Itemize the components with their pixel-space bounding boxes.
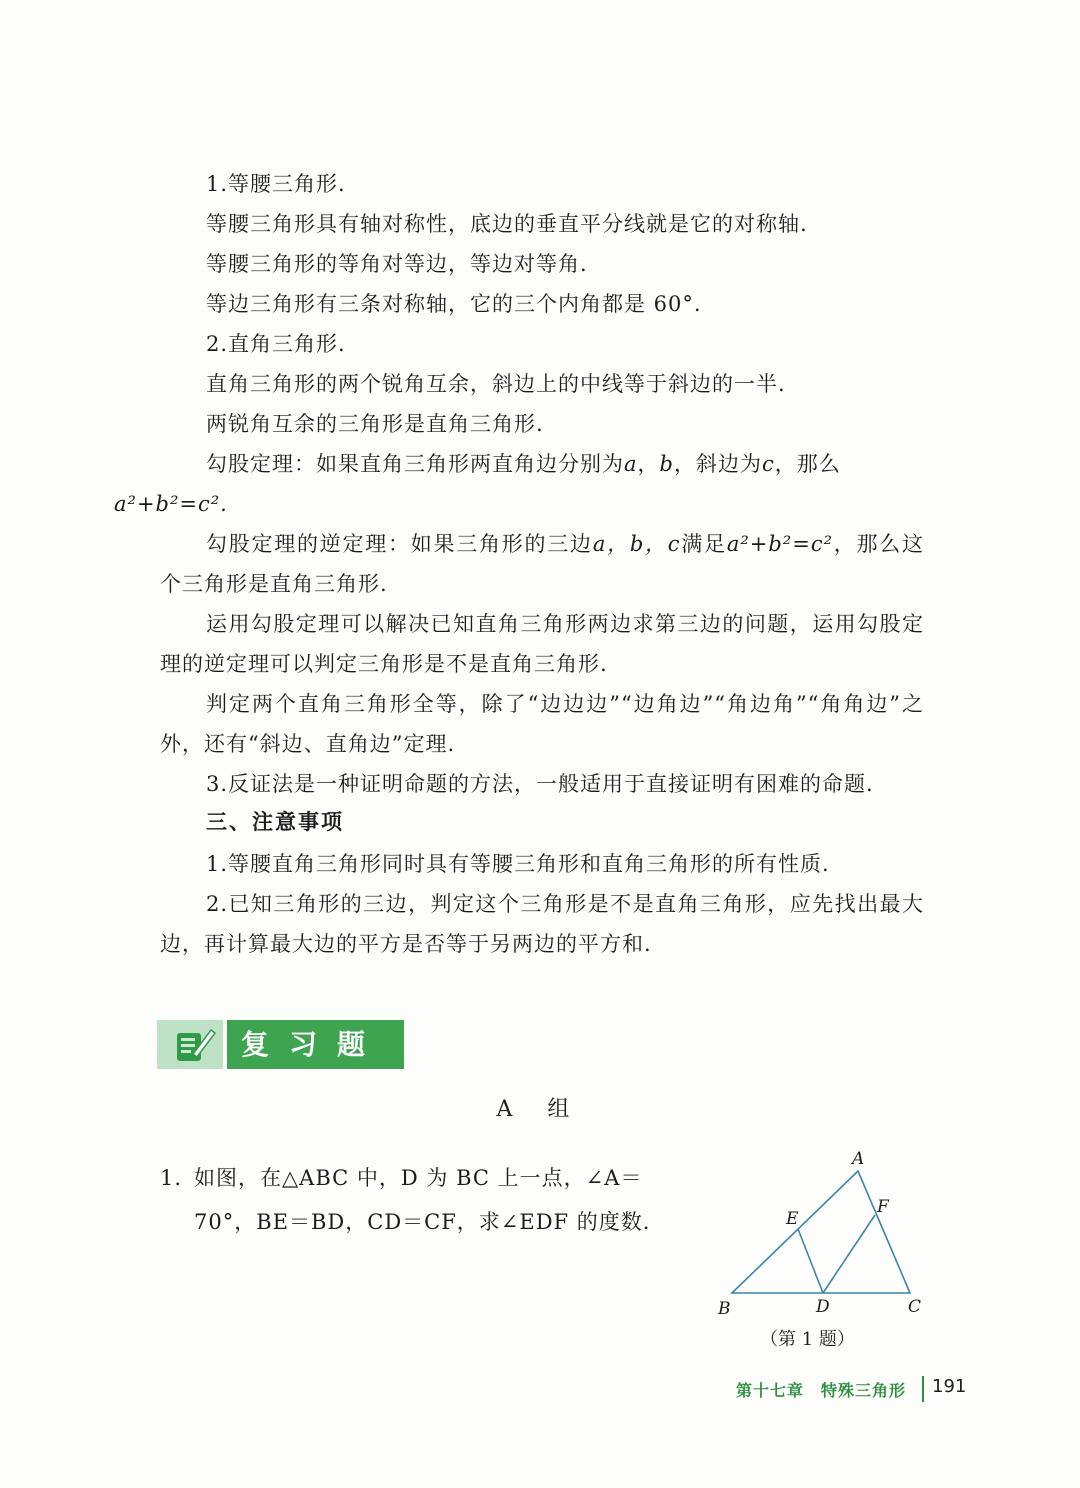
summary-text: 等边三角形有三条对称轴，它的三个内角都是 60°. xyxy=(206,292,702,316)
segment-ed xyxy=(798,1229,823,1293)
problem-text: 如图，在△ABC 中，D 为 BC 上一点，∠A＝70°，BE＝BD，CD＝CF，求∠EDF 的度数. xyxy=(194,1166,651,1234)
pencil-notebook-icon xyxy=(157,1020,223,1069)
pythagorean-theorem: 勾股定理：如果直角三角形两直角边分别为a，b，斜边为c，那么 a²+b²=c². xyxy=(114,452,841,516)
label-e: E xyxy=(786,1209,799,1229)
summary-item-3: 3.反证法是一种证明命题的方法，一般适用于直接证明有困难的命题. xyxy=(206,772,874,796)
label-a: A xyxy=(852,1149,865,1169)
review-banner xyxy=(157,1020,404,1069)
problem-number: 1. xyxy=(160,1166,183,1190)
label-f: F xyxy=(877,1197,889,1217)
label-c: C xyxy=(908,1297,922,1317)
problem-1 xyxy=(160,1156,700,1244)
summary-text: 等腰三角形具有轴对称性，底边的垂直平分线就是它的对称轴. xyxy=(206,212,808,236)
summary-text: 等腰三角形的等角对等边，等边对等角. xyxy=(206,252,588,276)
summary-item-1: 1.等腰三角形. xyxy=(206,172,346,196)
summary-text: 判定两个直角三角形全等，除了“边边边”“边角边”“角边角”“角角边”之外，还有“斜边、直角边”定理. xyxy=(160,692,924,756)
pythagorean-equation: a²+b²=c². xyxy=(114,492,228,516)
notes-heading: 三、注意事项 xyxy=(206,810,344,834)
figure-caption: （第 1 题） xyxy=(760,1329,855,1350)
page-number: 191 xyxy=(932,1376,967,1397)
summary-text: 运用勾股定理可以解决已知直角三角形两边求第三边的问题，运用勾股定理的逆定理可以判定三角形是不是直角三角形. xyxy=(160,612,924,676)
chapter-title: 第十七章 特殊三角形 xyxy=(736,1381,907,1400)
summary-text: 两锐角互余的三角形是直角三角形. xyxy=(206,412,544,436)
triangle-figure xyxy=(712,1145,932,1355)
review-title: 复习题 xyxy=(227,1020,404,1069)
note-item-2: 2.已知三角形的三边，判定这个三角形是不是直角三角形，应先找出最大边，再计算最大边的平方是否等于另两边的平方和. xyxy=(160,892,924,956)
segment-df xyxy=(823,1215,875,1293)
summary-item-2: 2.直角三角形. xyxy=(206,332,346,356)
label-b: B xyxy=(718,1299,731,1319)
summary-text: 直角三角形的两个锐角互余，斜边上的中线等于斜边的一半. xyxy=(206,372,786,396)
pythagorean-converse: 勾股定理的逆定理：如果三角形的三边a，b，c满足a²+b²=c²，那么这个三角形是直角三角形. xyxy=(160,532,925,596)
label-d: D xyxy=(816,1297,830,1317)
footer-divider xyxy=(922,1376,924,1402)
note-item-1: 1.等腰直角三角形同时具有等腰三角形和直角三角形的所有性质. xyxy=(206,852,830,876)
triangle-abc xyxy=(732,1171,910,1293)
group-title: A 组 xyxy=(496,1097,584,1122)
